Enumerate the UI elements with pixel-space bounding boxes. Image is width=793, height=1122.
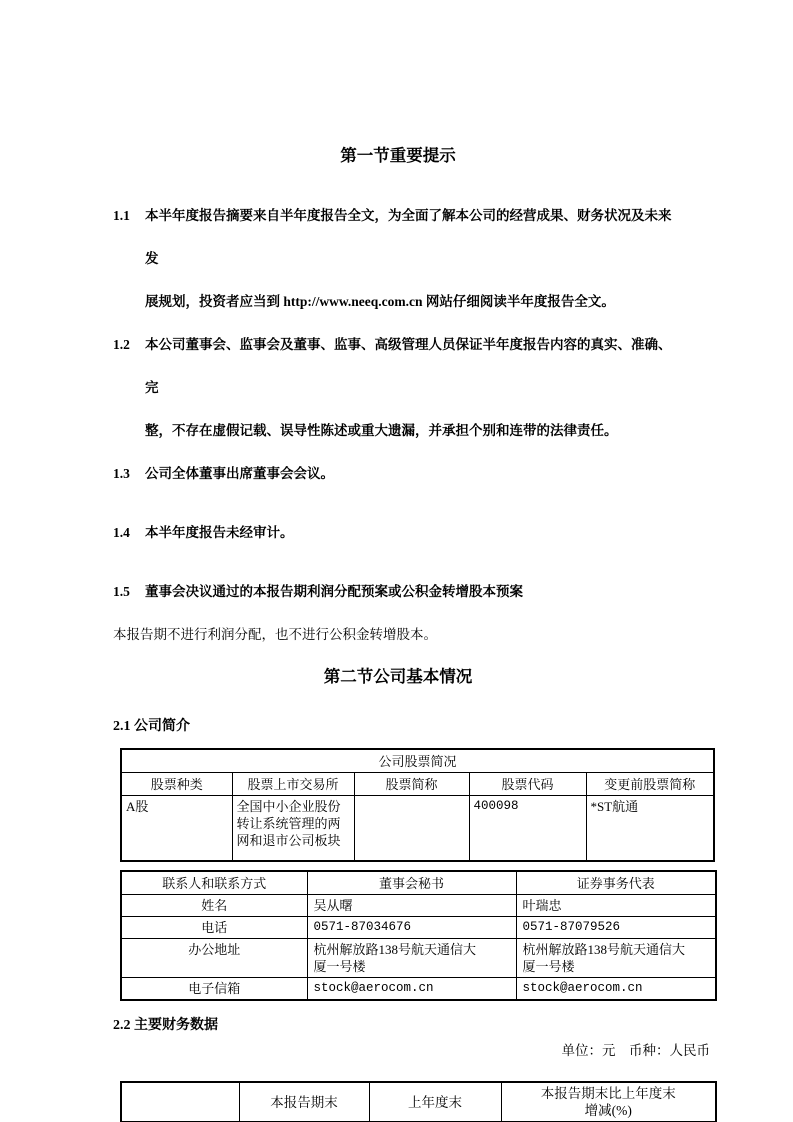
stock-exchange-value: 全国中小企业股份转让系统管理的两网和退市公司板块 [232, 796, 354, 862]
contact-header-representative: 证券事务代表 [516, 871, 716, 895]
finance-header-prior-year-end: 上年度末 [369, 1082, 501, 1122]
stock-header-prev-shortname: 变更前股票简称 [586, 773, 714, 796]
finance-header-change-percent [501, 1082, 716, 1122]
contact-row-phone [121, 917, 716, 939]
paragraph-1-1-line-2: 展规划，投资者应当到 http://www.neeq.com.cn 网站仔细阅读半年度报告全文。 [145, 294, 615, 309]
stock-shortname-value [354, 796, 469, 862]
stock-header-shortname: 股票简称 [354, 773, 469, 796]
paragraph-1-2-line-2: 整，不存在虚假记载、误导性陈述或重大遗漏，并承担个别和连带的法律责任。 [145, 423, 618, 438]
paragraph-1-3-text [145, 452, 683, 495]
secretary-address-text: 杭州解放路138号航天通信大厦一号楼 [313, 942, 477, 974]
contact-address-label: 办公地址 [121, 939, 307, 978]
paragraph-1-3-line-1: 公司全体董事出席董事会会议。 [145, 466, 334, 481]
paragraph-1-5-text [145, 570, 683, 613]
representative-address-text: 杭州解放路138号航天通信大厦一号楼 [522, 942, 686, 974]
secretary-name-value: 吴从曙 [307, 895, 516, 917]
secretary-phone-value: 0571-87034676 [307, 917, 516, 939]
stock-header-exchange: 股票上市交易所 [232, 773, 354, 796]
profit-distribution-note: 本报告期不进行利润分配，也不进行公积金转增股本。 [113, 627, 437, 642]
paragraph-1-5-number: 1.5 [113, 584, 130, 599]
representative-name-value: 叶瑞忠 [516, 895, 716, 917]
paragraph-1-2-text [145, 323, 683, 452]
contact-header-label: 联系人和联系方式 [121, 871, 307, 895]
unit-currency-note: 单位：元 币种：人民币 [561, 1043, 710, 1058]
paragraph-1-2-line-1: 本公司董事会、监事会及董事、监事、高级管理人员保证半年度报告内容的真实、准确、完 [145, 337, 672, 395]
report-content [113, 0, 717, 1122]
paragraph-1-3 [113, 452, 683, 495]
paragraph-1-1-text [145, 194, 683, 323]
section-2-1-heading: 2.1 公司简介 [113, 719, 190, 734]
financial-data-table [120, 1081, 717, 1122]
stock-header-code: 股票代码 [469, 773, 586, 796]
contact-row-address [121, 939, 716, 978]
stock-table-caption: 公司股票简况 [121, 749, 714, 773]
stock-table-data-row [121, 796, 714, 862]
paragraph-1-4-number: 1.4 [113, 525, 130, 540]
contact-header-secretary: 董事会秘书 [307, 871, 516, 895]
paragraph-1-1 [113, 194, 683, 323]
paragraph-1-4-line-1: 本半年度报告未经审计。 [145, 525, 294, 540]
section1-title: 第一节重要提示 [340, 147, 456, 165]
section-2-2-heading: 2.2 主要财务数据 [113, 1018, 218, 1033]
stock-type-value: A股 [121, 796, 232, 862]
paragraph-1-2 [113, 323, 683, 452]
paragraph-1-4 [113, 511, 683, 554]
secretary-address-value [307, 939, 516, 978]
paragraph-1-4-text [145, 511, 683, 554]
contact-row-email [121, 978, 716, 1001]
stock-table-header-row [121, 773, 714, 796]
stock-overview-table [120, 748, 715, 862]
finance-header-item [121, 1082, 239, 1122]
contact-phone-label: 电话 [121, 917, 307, 939]
stock-header-type: 股票种类 [121, 773, 232, 796]
stock-prev-shortname-value: *ST航通 [586, 796, 714, 862]
section2-title: 第二节公司基本情况 [323, 668, 473, 686]
contact-table [120, 870, 717, 1001]
paragraph-1-3-number: 1.3 [113, 466, 130, 481]
representative-phone-value: 0571-87079526 [516, 917, 716, 939]
finance-header-change-percent-text: 本报告期末比上年度末增减(%) [540, 1086, 676, 1118]
secretary-email-value: stock@aerocom.cn [307, 978, 516, 1001]
representative-email-value: stock@aerocom.cn [516, 978, 716, 1001]
stock-code-value: 400098 [469, 796, 586, 862]
finance-table-header-row [121, 1082, 716, 1122]
contact-table-header-row [121, 871, 716, 895]
paragraph-1-5-line-1: 董事会决议通过的本报告期利润分配预案或公积金转增股本预案 [145, 584, 523, 599]
contact-name-label: 姓名 [121, 895, 307, 917]
paragraph-1-1-number: 1.1 [113, 208, 130, 223]
finance-header-current-period-end: 本报告期末 [239, 1082, 369, 1122]
paragraph-1-5 [113, 570, 683, 613]
representative-address-value [516, 939, 716, 978]
paragraph-1-1-line-1: 本半年度报告摘要来自半年度报告全文，为全面了解本公司的经营成果、财务状况及未来发 [145, 208, 672, 266]
contact-email-label: 电子信箱 [121, 978, 307, 1001]
contact-row-name [121, 895, 716, 917]
paragraph-1-2-number: 1.2 [113, 337, 130, 352]
stock-table-caption-row [121, 749, 714, 773]
